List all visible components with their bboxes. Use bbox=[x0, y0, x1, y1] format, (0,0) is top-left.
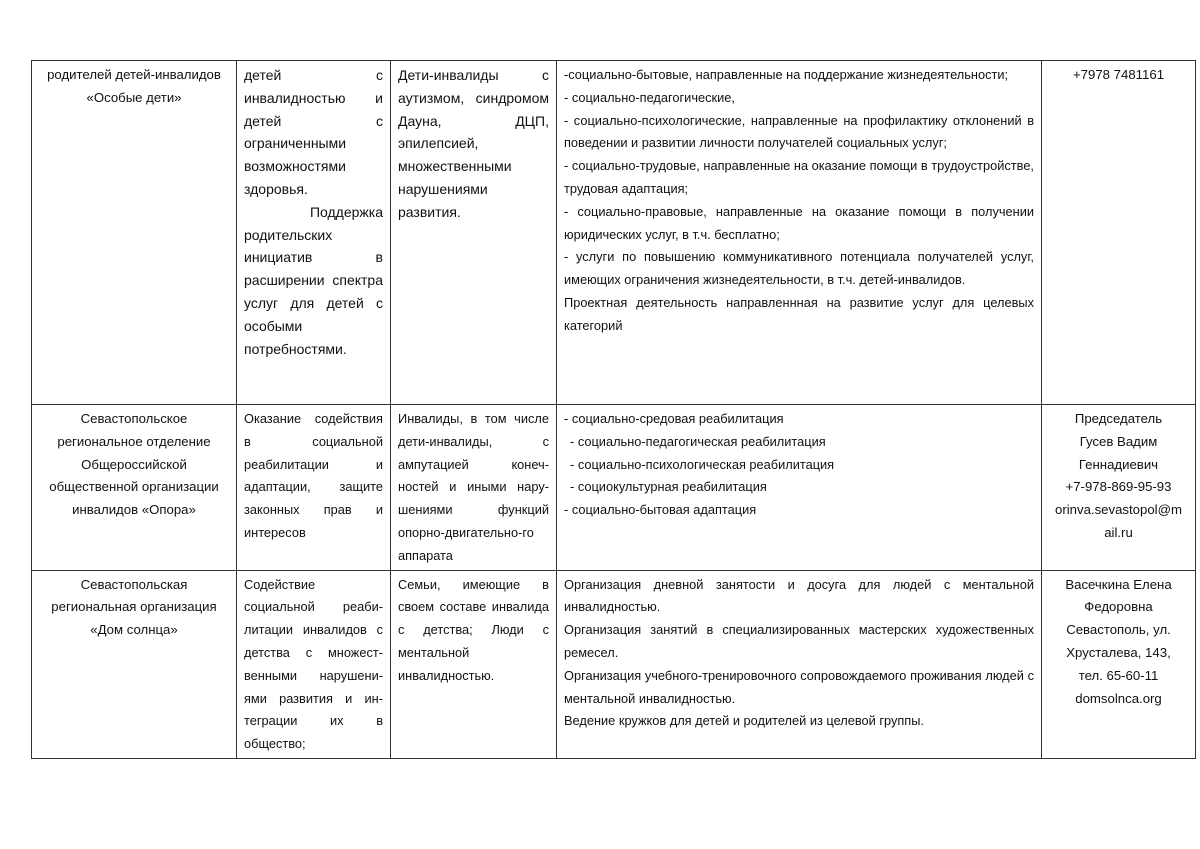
contact-line: тел. 65-60-11 bbox=[1078, 667, 1159, 683]
table-row bbox=[32, 405, 1196, 571]
goal-text: Поддержка родительских инициатив в расширении спектра услуг для детей с особыми потребностями. bbox=[244, 203, 387, 357]
service-item: - социокультурная реабилитация bbox=[570, 479, 767, 495]
services-cell bbox=[557, 405, 1042, 571]
contact-line: Федоровна bbox=[1084, 599, 1153, 615]
table-row bbox=[32, 570, 1196, 758]
contact-line: +7978 7481161 bbox=[1072, 67, 1165, 82]
service-item: - социально-трудовые, направленные на оказание помощи в трудоустройстве, трудовая адаптация; bbox=[564, 158, 1034, 196]
contact-line: orinva.sevastopol@m bbox=[1054, 502, 1182, 518]
table-row bbox=[32, 61, 1196, 405]
target-group-text: Семьи, имеющие в своем составе инвалида с детства; Люди с ментальной инвалидностью. bbox=[398, 576, 549, 683]
target-group-text: Дети-инвалиды с аутизмом, синдромом Дауна, ДЦП, эпилепсией, множественными нарушениями развития. bbox=[398, 67, 549, 220]
services-cell bbox=[557, 61, 1042, 405]
organization-name-cell bbox=[32, 61, 237, 405]
contact-line: domsolnca.org bbox=[1075, 690, 1162, 706]
service-item: - социально-правовые, направленные на оказание помощи в получении юридических услуг, в т.ч. бесплатно; bbox=[564, 203, 1034, 242]
service-item: - социально-педагогическая реабилитация bbox=[570, 433, 826, 449]
target-group-text: Инвалиды, в том числе дети-инвалиды, с ампутацией конеч-ностей и иными нару-шениями функций опорно-двигательно-го аппарата bbox=[398, 411, 549, 563]
service-item: -социально-бытовые, направленные на поддержание жизнедеятельности; bbox=[564, 67, 1009, 82]
goal-text: Содействие социальной реаби-литации инвалидов с детства с множест-венными нарушени-ями развития и ин-теграции их в общество; bbox=[244, 576, 383, 752]
service-item: - социально-бытовая адаптация bbox=[564, 502, 757, 518]
goal-cell bbox=[237, 61, 391, 405]
goal-text: детей с инвалидностью и детей с ограниченными возможностями здоровья. bbox=[244, 67, 383, 197]
contact-line: Геннадиевич bbox=[1078, 456, 1159, 472]
contact-line: Хрусталева, 143, bbox=[1066, 644, 1171, 660]
service-item: - социально-средовая реабилитация bbox=[564, 411, 784, 426]
service-item: Проектная деятельность направленнная на развитие услуг для целевых категорий bbox=[564, 294, 1034, 333]
service-item: - социально-педагогические, bbox=[564, 89, 735, 105]
contact-cell bbox=[1042, 61, 1196, 405]
service-item: - социально-психологическая реабилитация bbox=[570, 456, 835, 472]
contact-line: Председатель bbox=[1074, 411, 1163, 426]
goal-text: Оказание содействия в социальной реабилитации и адаптации, защите законных прав и интересов bbox=[244, 411, 383, 540]
service-item: - услуги по повышению коммуникативного потенциала получателей услуг, имеющих ограничения жизнедеятельности, в т.ч. детей-инвалидов. bbox=[564, 249, 1034, 288]
target-group-cell bbox=[391, 570, 557, 758]
organization-name: Севастопольская региональная организация «Дом солнца» bbox=[51, 576, 217, 638]
organizations-table bbox=[31, 60, 1196, 759]
service-item: Организация занятий в специализированных мастерских художественных ремесел. bbox=[564, 622, 1034, 660]
contact-line: +7-978-869-95-93 bbox=[1065, 479, 1172, 495]
goal-cell bbox=[237, 570, 391, 758]
organization-name: Севастопольское региональное отделение Общероссийской общественной организации инвалидов «Опора» bbox=[49, 411, 219, 518]
contact-cell bbox=[1042, 405, 1196, 571]
contact-line: ail.ru bbox=[1104, 524, 1133, 540]
contact-line: Севастополь, ул. bbox=[1066, 622, 1171, 638]
organization-name-cell bbox=[32, 405, 237, 571]
organization-name: родителей детей-инвалидов «Особые дети» bbox=[47, 67, 221, 105]
service-item: Организация дневной занятости и досуга для людей с ментальной инвалидностью. bbox=[564, 576, 1034, 615]
target-group-cell bbox=[391, 61, 557, 405]
services-cell bbox=[557, 570, 1042, 758]
goal-cell bbox=[237, 405, 391, 571]
target-group-cell bbox=[391, 405, 557, 571]
contact-line: Васечкина Елена bbox=[1065, 576, 1172, 592]
service-item: Организация учебного-тренировочного сопровождаемого проживания людей с ментальной инвалидностью. bbox=[564, 667, 1034, 706]
organization-name-cell bbox=[32, 570, 237, 758]
service-item: - социально-психологические, направленные на профилактику отклонений в поведении и развитии личности получателей социальных услуг; bbox=[564, 112, 1034, 151]
service-item: Ведение кружков для детей и родителей из целевой группы. bbox=[564, 713, 924, 729]
contact-cell bbox=[1042, 570, 1196, 758]
contact-line: Гусев Вадим bbox=[1079, 433, 1158, 449]
